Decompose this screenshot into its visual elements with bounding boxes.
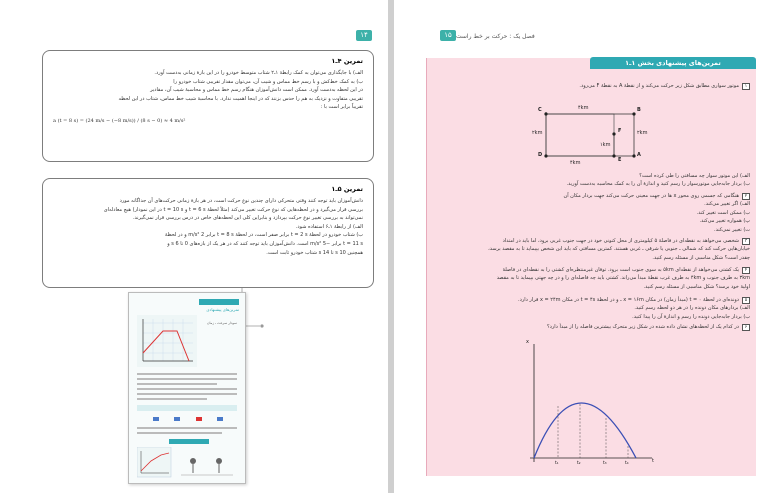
- question-number: ۶: [742, 324, 750, 331]
- distance-label: ۲km: [637, 130, 648, 136]
- question-option: پ) همواره تغییر می‌کند.: [699, 218, 750, 225]
- question-text: دونده‌ای در لحظهٔ t = ۰ (مبدأ زمان) در مکان x = ۱۶m ـ و در لحظهٔ t = ۴s در مکان x = ۲۴m قرار دارد.: [518, 297, 739, 303]
- question-number: ۴: [742, 267, 750, 274]
- route-diagram: [526, 104, 646, 168]
- question-3: [432, 237, 750, 262]
- section-title: تمرین‌های پیشنهادی بخش ۱ـ۱: [590, 57, 756, 69]
- question-text: خیابان‌هایی حرکت کند که شمالی ـ جنوبی یا شرقی ـ غربی هستند. کمترین مسافتی که باید این شخص بپیماید تا به مقصد برسد،: [488, 246, 750, 253]
- distance-label: ۱km: [600, 142, 611, 148]
- point-label: C: [538, 107, 542, 113]
- chapter-header: فصل یک : حرکت بر خط راست: [456, 33, 535, 40]
- thumbnail-text-block: [137, 373, 237, 403]
- question-part: ب) بردار جابه‌جایی موتورسوار را رسم کنید و اندازهٔ آن را به کمک محاسبه به‌دست آورید.: [566, 181, 750, 188]
- question-part: الف) بردارهای مکان دونده را در هر دو لحظه رسم کنید.: [634, 305, 750, 312]
- distance-label: ۴km: [578, 105, 589, 111]
- question-part: الف) این موتور سوار چه مسافتی را طی کرده است؟: [639, 173, 750, 179]
- question-1-parts: [432, 172, 750, 189]
- axis-label-x: x: [526, 339, 529, 345]
- exercise-box-2: [42, 178, 374, 288]
- question-part: ب) بردار جابه‌جایی دونده را رسم و اندازهٔ آن را پیدا کنید.: [632, 313, 750, 320]
- exercise-text-line: تقریباً برابر است با :: [320, 104, 363, 111]
- question-option: ب) ممکن است تغییر کند.: [696, 209, 750, 216]
- point-label: B: [637, 107, 641, 113]
- question-number: ۳: [742, 238, 750, 245]
- tick-label: t₃: [603, 461, 607, 466]
- thumbnail-header-bar: [199, 299, 239, 305]
- question-text: ۳km به طرف جنوب و ۴km به طرف غرب نقطهٔ مبدأ می‌راند. کشتی باید چه فاصله‌ای را و در چه جهتی بپیماید تا به مقصد: [496, 275, 750, 282]
- point-label: E: [618, 157, 622, 163]
- exercise-text-line: ب) شتاب خودرو در لحظهٔ t = 2 s برابر صفر است، در لحظهٔ t = 8 s برابر 2 m/s² و در لحظهٔ: [164, 232, 363, 239]
- exercise-text-line: الف) از رابطهٔ ۱ـ۶ استفاده شود.: [295, 223, 363, 230]
- question-text: یک کشتی می‌خواهد از نقطه‌ای ۵km به سوی جنوب است برود. توفان غیرمنتظره‌ای کشتی را به نقطه‌ای در فاصلهٔ: [502, 267, 739, 273]
- question-text: موتور سواری مطابق شکل زیر حرکت می‌کند و از نقطهٔ A به نقطهٔ F می‌رود.: [579, 83, 739, 89]
- exercise-box-1: [42, 50, 374, 162]
- distance-label: ۴km: [570, 160, 581, 166]
- position-time-graph: [520, 338, 660, 470]
- page-number: ۱۵: [440, 30, 456, 41]
- thumbnail-heading: تمرین‌های پیشنهادی: [206, 307, 239, 312]
- exercise-text-line: نمی‌تواند به بررسی تغییر نوع حرکت بپردازد و بنابراین کلی این لحظه‌های خاص در درس بررسی قرار نمی‌گیرند.: [132, 215, 363, 222]
- exercise-text-line: دانش‌آموزان باید توجه کنند وقتی متحرکی دارای چندین نوع حرکت است، در هر بازهٔ زمانی حرکت‌های آن جداگانه مورد: [119, 198, 363, 204]
- point-label: F: [618, 128, 622, 134]
- question-text: شخصی می‌خواهد به نقطه‌ای در فاصلهٔ ۵ کیلومتری از محل کنونی خود در جهت جنوب غربی برود، اما باید در امتداد: [502, 238, 739, 244]
- question-number: ۲: [742, 193, 750, 200]
- question-text: چقدر است؟ شکل مناسبی از مسئله رسم کنید.: [652, 254, 750, 261]
- question-option: ت) تغییر نمی‌کند.: [714, 226, 750, 233]
- position-curve: [534, 403, 636, 458]
- question-text: اولیهٔ خود برسد؟ شکل مناسبی از مسئله رسم کنید.: [643, 283, 750, 290]
- exercise-text-line: تقریبی متفاوت و نزدیک به هم را حدس بزنند که در اینجا اهمیت ندارد. با محاسبهٔ شیب خط مماس، شتاب در این لحظه: [118, 95, 363, 102]
- question-1: [432, 82, 750, 90]
- exercise-text-line: بررسی قرار می‌گیرد و در لحظه‌هایی که نوع حرکت تغییر می‌کند (مثلاً لحظهٔ t = 6 s و t = 10 s در این نمودار) هیچ معادله‌ای: [103, 206, 363, 213]
- exercise-text-line: همچنین 10 s تا 14 s شتاب خودرو ثابت است.: [266, 249, 363, 256]
- point-label: A: [637, 152, 641, 158]
- exercise-text-line: ب) به کمک خط‌کش و با رسم خط مماس و شیب آن، می‌توان مقدار تقریبی شتاب خودرو را: [173, 78, 363, 85]
- exercise-text-line: در این لحظه به‌دست آورد. ممکن است دانش‌آموزان هنگام رسم خط مماس و محاسبهٔ شیب آن، مقادیر: [150, 87, 363, 94]
- question-5: [432, 296, 750, 321]
- page-number: ۱۴: [356, 30, 372, 41]
- question-text: در کدام یک از لحظه‌های نشان داده شده در شکل زیر متحرک بیشترین فاصله را از مبدأ دارد؟: [546, 324, 739, 330]
- exercise-text-line: الف) با جایگذاری می‌توان به کمک رابطهٔ ۱ـ۲ شتاب متوسط خودرو را در این بازهٔ زمانی به‌دست آورد.: [154, 70, 363, 76]
- acceleration-formula: a (t = 8 s) = (24 m/s − (−8 m/s)) / (8 s − 0) ≈ 4 m/s²: [53, 117, 186, 124]
- question-2: [432, 192, 750, 234]
- textbook-thumbnail: [128, 292, 246, 484]
- question-number: ۵: [742, 297, 750, 304]
- point-label: D: [538, 152, 543, 158]
- question-6: [432, 323, 750, 331]
- question-4: [432, 266, 750, 291]
- question-text: هنگامی که جسمی روی محور x ها در جهت معینی حرکت می‌کند جهت بردار مکان آن: [563, 193, 739, 199]
- thumbnail-chart-title: نمودار سرعت ـ زمان: [206, 321, 237, 325]
- question-number: ۱: [742, 83, 750, 90]
- exercise-title: تمرین ۴ـ۱: [331, 57, 363, 65]
- exercise-title: تمرین ۵ـ۱: [331, 185, 363, 193]
- thumbnail-bottom-figure: [137, 447, 237, 479]
- exercise-text-line: t = 11 s برابر −5 m/s² است. دانش‌آموزان باید توجه کنند که در هر یک از بازه‌های 0 تا 6 s و: [167, 240, 363, 247]
- question-option: الف) اگر تغییر می‌کند.: [704, 201, 750, 208]
- thumbnail-chart: [137, 315, 197, 367]
- tick-label: t₄: [625, 461, 629, 466]
- tick-label: t₁: [555, 461, 559, 466]
- axis-label-t: t: [652, 458, 654, 464]
- distance-label: ۲km: [532, 130, 543, 136]
- tick-label: t₂: [577, 461, 581, 466]
